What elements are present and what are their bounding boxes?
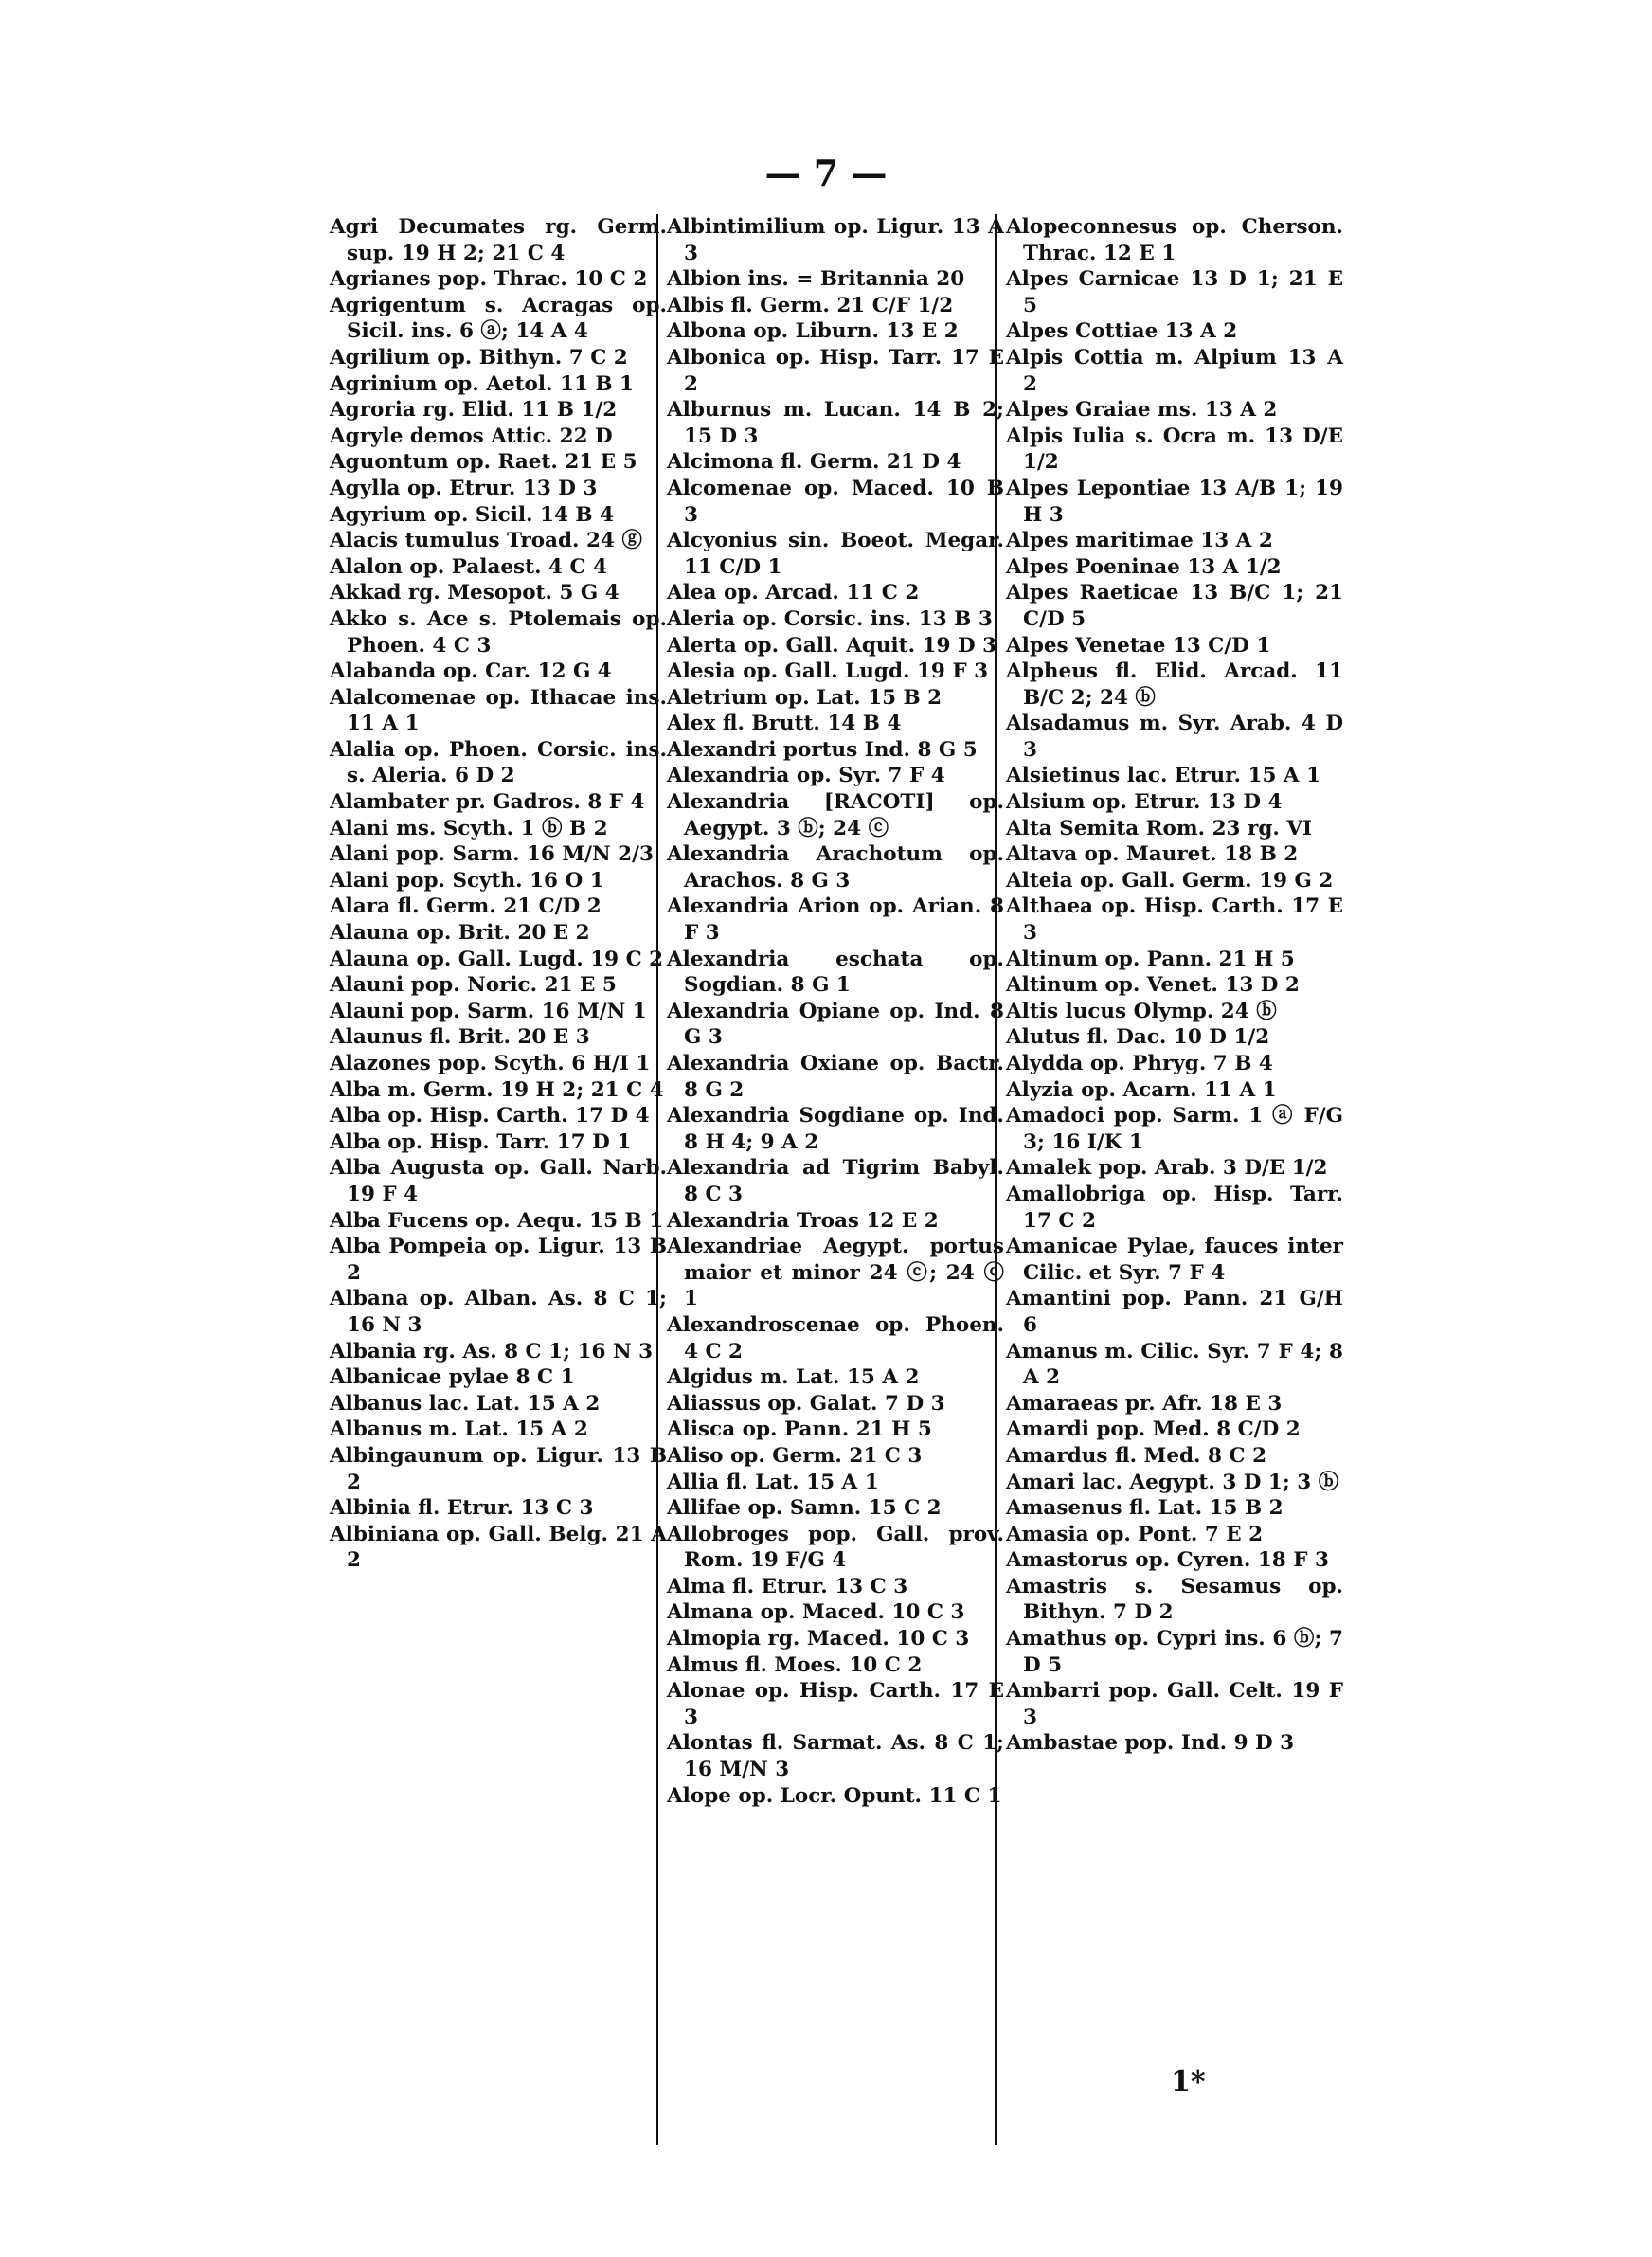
- index-entry: Alalon op. Palaest. 4 C 4: [330, 554, 608, 579]
- index-entry: Amalek pop. Arab. 3 D/E 1/2: [1006, 1156, 1328, 1181]
- index-entry: Amastris s. Sesamus op. Bithyn. 7 D 2: [1006, 1574, 1343, 1625]
- index-entry: Alcimona fl. Germ. 21 D 4: [667, 450, 961, 475]
- index-entry: Agylla op. Etrur. 13 D 3: [330, 476, 598, 500]
- index-entry: Alalcomenae op. Ithacae ins. 11 A 1: [330, 685, 667, 736]
- index-entry: Agrigentum s. Acragas op. Sicil. ins. 6 ⓐ; 14 A 4: [330, 293, 667, 344]
- index-entry: Alba op. Hisp. Tarr. 17 D 1: [330, 1129, 632, 1154]
- index-entry: Alexandria [RACOTI] op. Aegypt. 3 ⓑ; 24 ⓒ: [667, 790, 1004, 840]
- index-entry: Agroria rg. Elid. 11 B 1/2: [330, 398, 618, 423]
- index-entry: Amallobriga op. Hisp. Tarr. 17 C 2: [1006, 1182, 1343, 1233]
- index-entry: Allia fl. Lat. 15 A 1: [667, 1470, 879, 1494]
- index-entry: Amari lac. Aegypt. 3 D 1; 3 ⓑ: [1006, 1470, 1339, 1494]
- index-entry: Alerta op. Gall. Aquit. 19 D 3: [667, 633, 997, 658]
- index-entry: Agrinium op. Aetol. 11 B 1: [330, 371, 635, 396]
- index-entry: Alexandria Sogdiane op. Ind. 8 H 4; 9 A 2: [667, 1104, 1004, 1154]
- index-entry: Alpes Raeticae 13 B/C 1; 21 C/D 5: [1006, 581, 1343, 631]
- index-entry: Albion ins. = Britannia 20: [667, 267, 965, 292]
- index-entry: Alabanda op. Car. 12 G 4: [330, 659, 612, 684]
- index-entry: Akkad rg. Mesopot. 5 G 4: [330, 581, 620, 605]
- index-entry: Albanicae pylae 8 C 1: [330, 1365, 575, 1390]
- index-entry: Altinum op. Pann. 21 H 5: [1006, 947, 1295, 971]
- index-column-2: [667, 214, 1004, 1809]
- index-entry: Alpheus fl. Elid. Arcad. 11 B/C 2; 24 ⓑ: [1006, 659, 1343, 710]
- index-entry: Alauna op. Brit. 20 E 2: [330, 921, 590, 946]
- signature-mark: 1*: [1171, 2066, 1206, 2099]
- index-entry: Alani pop. Sarm. 16 M/N 2/3: [330, 842, 654, 867]
- index-entry: Alisca op. Pann. 21 H 5: [667, 1417, 932, 1442]
- index-entry: Amathus op. Cypri ins. 6 ⓑ; 7 D 5: [1006, 1627, 1343, 1677]
- index-entry: Alexandriae Aegypt. portus maior et minor 24 ⓒ; 24 ⓒ 1: [667, 1235, 1004, 1311]
- index-entry: Amardus fl. Med. 8 C 2: [1006, 1443, 1267, 1468]
- index-entry: Alpes maritimae 13 A 2: [1006, 529, 1273, 553]
- index-entry: Alexandroscenae op. Phoen. 4 C 2: [667, 1312, 1004, 1363]
- index-entry: Alta Semita Rom. 23 rg. VI: [1006, 816, 1313, 840]
- index-entry: Alba m. Germ. 19 H 2; 21 C 4: [330, 1077, 664, 1102]
- index-entry: Altis lucus Olymp. 24 ⓑ: [1006, 999, 1277, 1023]
- index-entry: Albintimilium op. Ligur. 13 A 3: [667, 215, 1004, 265]
- index-entry: Albanus m. Lat. 15 A 2: [330, 1417, 588, 1442]
- index-entry: Alydda op. Phryg. 7 B 4: [1006, 1052, 1273, 1075]
- index-entry: Amadoci pop. Sarm. 1 ⓐ F/G 3; 16 I/K 1: [1006, 1104, 1343, 1154]
- index-entry: Aletrium op. Lat. 15 B 2: [667, 685, 943, 710]
- index-entry: Alyzia op. Acarn. 11 A 1: [1006, 1077, 1277, 1102]
- index-entry: Alope op. Locr. Opunt. 11 C 1: [667, 1783, 1002, 1808]
- index-entry: Alauna op. Gall. Lugd. 19 C 2: [330, 947, 664, 971]
- index-entry: Alexandria Arion op. Arian. 8 F 3: [667, 894, 1004, 946]
- page-number: — 7 —: [764, 152, 888, 194]
- index-entry: Alcyonius sin. Boeot. Megar. 11 C/D 1: [667, 529, 1004, 579]
- index-entry: Ambarri pop. Gall. Celt. 19 F 3: [1006, 1679, 1343, 1729]
- index-entry: Alcomenae op. Maced. 10 B 3: [667, 476, 1004, 527]
- index-entry: Almus fl. Moes. 10 C 2: [667, 1652, 923, 1677]
- index-entry: Alba Augusta op. Gall. Narb. 19 F 4: [330, 1156, 667, 1206]
- index-entry: Alburnus m. Lucan. 14 B 2; 15 D 3: [667, 398, 1004, 448]
- index-entry: Alazones pop. Scyth. 6 H/I 1: [330, 1052, 651, 1075]
- index-entry: Alea op. Arcad. 11 C 2: [667, 581, 920, 605]
- index-entry: Alexandria Arachotum op. Arachos. 8 G 3: [667, 842, 1004, 893]
- index-entry: Alexandri portus Ind. 8 G 5: [667, 737, 978, 762]
- index-entry: Alara fl. Germ. 21 C/D 2: [330, 894, 602, 919]
- index-entry: Alsium op. Etrur. 13 D 4: [1006, 790, 1283, 815]
- index-entry: Agyrium op. Sicil. 14 B 4: [330, 502, 615, 527]
- index-entry: Alpis Iulia s. Ocra m. 13 D/E 1/2: [1006, 424, 1343, 475]
- index-entry: Aguontum op. Raet. 21 E 5: [330, 450, 637, 475]
- index-entry: Almana op. Maced. 10 C 3: [667, 1600, 965, 1625]
- index-entry: Althaea op. Hisp. Carth. 17 E 3: [1006, 894, 1343, 946]
- index-entry: Alpes Carnicae 13 D 1; 21 E 5: [1006, 267, 1343, 317]
- index-entry: Alma fl. Etrur. 13 C 3: [667, 1574, 908, 1598]
- index-entry: Alex fl. Brutt. 14 B 4: [667, 712, 902, 736]
- index-entry: Alonae op. Hisp. Carth. 17 E 3: [667, 1679, 1004, 1729]
- index-entry: Albis fl. Germ. 21 C/F 1/2: [667, 293, 954, 317]
- index-entry: Alpes Lepontiae 13 A/B 1; 19 H 3: [1006, 476, 1343, 527]
- index-entry: Albanus lac. Lat. 15 A 2: [330, 1391, 601, 1416]
- index-entry: Alontas fl. Sarmat. As. 8 C 1; 16 M/N 3: [667, 1731, 1004, 1782]
- index-entry: Alba Fucens op. Aequ. 15 B 1: [330, 1208, 664, 1233]
- index-entry: Allobroges pop. Gall. prov. Rom. 19 F/G 4: [667, 1522, 1004, 1573]
- index-entry: Alexandria op. Syr. 7 F 4: [667, 764, 945, 788]
- index-entry: Alpes Venetae 13 C/D 1: [1006, 633, 1271, 658]
- index-entry: Alesia op. Gall. Lugd. 19 F 3: [667, 659, 989, 684]
- index-entry: Albiniana op. Gall. Belg. 21 A 2: [330, 1522, 667, 1573]
- index-entry: Altinum op. Venet. 13 D 2: [1006, 973, 1300, 998]
- index-entry: Amasenus fl. Lat. 15 B 2: [1006, 1496, 1284, 1521]
- index-entry: Amasia op. Pont. 7 E 2: [1006, 1522, 1264, 1546]
- index-entry: Akko s. Ace s. Ptolemais op. Phoen. 4 C 3: [330, 606, 667, 658]
- index-entry: Alauni pop. Noric. 21 E 5: [330, 973, 617, 998]
- index-entry: Alalia op. Phoen. Corsic. ins. s. Aleria. 6 D 2: [330, 737, 667, 788]
- index-entry: Amastorus op. Cyren. 18 F 3: [1006, 1548, 1329, 1573]
- index-entry: Alaunus fl. Brit. 20 E 3: [330, 1025, 590, 1050]
- index-entry: Amaraeas pr. Afr. 18 E 3: [1006, 1391, 1283, 1416]
- index-entry: Aliassus op. Galat. 7 D 3: [667, 1391, 945, 1416]
- index-entry: Amanicae Pylae, fauces inter Cilic. et Syr. 7 F 4: [1006, 1235, 1343, 1285]
- index-entry: Amanus m. Cilic. Syr. 7 F 4; 8 A 2: [1006, 1339, 1343, 1390]
- index-entry: Agryle demos Attic. 22 D: [330, 424, 613, 448]
- index-entry: Aleria op. Corsic. ins. 13 B 3: [667, 606, 993, 631]
- index-entry: Albania rg. As. 8 C 1; 16 N 3: [330, 1339, 654, 1363]
- index-entry: Alauni pop. Sarm. 16 M/N 1: [330, 999, 647, 1023]
- index-entry: Alani ms. Scyth. 1 ⓑ B 2: [330, 816, 608, 840]
- index-entry: Amantini pop. Pann. 21 G/H 6: [1006, 1287, 1343, 1337]
- index-entry: Alsietinus lac. Etrur. 15 A 1: [1006, 764, 1321, 788]
- index-entry: Alambater pr. Gadros. 8 F 4: [330, 790, 645, 815]
- index-entry: Albona op. Liburn. 13 E 2: [667, 319, 959, 344]
- index-entry: Agri Decumates rg. Germ. sup. 19 H 2; 21 C 4: [330, 215, 667, 265]
- index-entry: Agrianes pop. Thrac. 10 C 2: [330, 267, 648, 292]
- index-entry: Alopeconnesus op. Cherson. Thrac. 12 E 1: [1006, 215, 1343, 265]
- index-entry: Alteia op. Gall. Germ. 19 G 2: [1006, 868, 1334, 893]
- index-entry: Alexandria eschata op. Sogdian. 8 G 1: [667, 947, 1004, 998]
- index-entry: Agrilium op. Bithyn. 7 C 2: [330, 345, 628, 370]
- index-entry: Alpes Poeninae 13 A 1/2: [1006, 554, 1282, 579]
- index-entry: Ambastae pop. Ind. 9 D 3: [1006, 1731, 1295, 1756]
- index-column-3: [1006, 214, 1343, 1757]
- index-entry: Alba Pompeia op. Ligur. 13 B 2: [330, 1235, 667, 1285]
- index-entry: Albinia fl. Etrur. 13 C 3: [330, 1496, 594, 1521]
- index-entry: Alexandria Oxiane op. Bactr. 8 G 2: [667, 1052, 1004, 1102]
- index-entry: Albana op. Alban. As. 8 C 1; 16 N 3: [330, 1287, 667, 1337]
- index-entry: Almopia rg. Maced. 10 C 3: [667, 1627, 970, 1652]
- index-entry: Albingaunum op. Ligur. 13 B 2: [330, 1443, 667, 1494]
- index-entry: Alani pop. Scyth. 16 O 1: [330, 868, 604, 893]
- index-entry: Allifae op. Samn. 15 C 2: [667, 1496, 942, 1521]
- index-entry: Amardi pop. Med. 8 C/D 2: [1006, 1417, 1301, 1442]
- index-entry: Alpes Cottiae 13 A 2: [1006, 319, 1238, 344]
- index-entry: Alpis Cottia m. Alpium 13 A 2: [1006, 345, 1343, 396]
- index-entry: Aliso op. Germ. 21 C 3: [667, 1443, 923, 1468]
- index-column-1: [330, 214, 667, 1574]
- index-entry: Alutus fl. Dac. 10 D 1/2: [1006, 1025, 1270, 1050]
- index-entry: Alexandria ad Tigrim Babyl. 8 C 3: [667, 1156, 1004, 1206]
- index-entry: Alacis tumulus Troad. 24 ⓖ: [330, 529, 642, 553]
- index-entry: Altava op. Mauret. 18 B 2: [1006, 842, 1299, 867]
- index-entry: Algidus m. Lat. 15 A 2: [667, 1365, 920, 1390]
- index-entry: Albonica op. Hisp. Tarr. 17 E 2: [667, 345, 1004, 396]
- index-entry: Alexandria Opiane op. Ind. 8 G 3: [667, 999, 1004, 1050]
- index-entry: Alba op. Hisp. Carth. 17 D 4: [330, 1104, 650, 1128]
- index-entry: Alpes Graiae ms. 13 A 2: [1006, 398, 1278, 423]
- index-entry: Alexandria Troas 12 E 2: [667, 1208, 939, 1233]
- index-entry: Alsadamus m. Syr. Arab. 4 D 3: [1006, 712, 1343, 762]
